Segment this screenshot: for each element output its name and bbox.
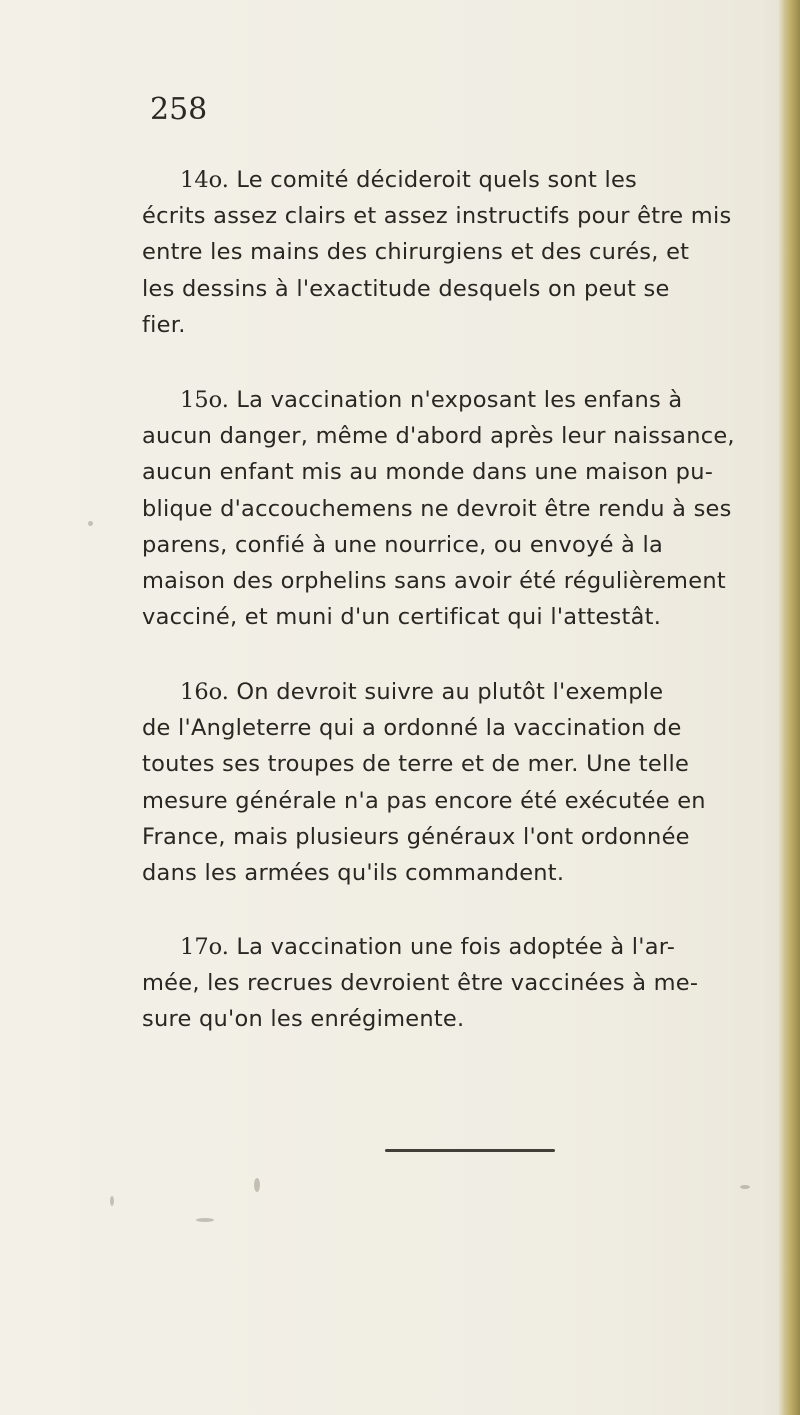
text-line: On devroit suivre au plutôt l'exemple	[236, 679, 664, 705]
text-line: sure qu'on les enrégimente.	[142, 1006, 465, 1033]
paragraph-16	[142, 674, 736, 891]
text-line: mée, les recrues devroient être vaccinées à me-	[142, 970, 699, 997]
text-line: de l'Angleterre qui a ordonné la vaccination de	[142, 715, 682, 742]
text-line: aucun danger, même d'abord après leur naissance,	[142, 423, 735, 450]
text-line: Le comité décideroit quels sont les	[236, 167, 638, 193]
text-line: entre les mains des chirurgiens et des curés, et	[142, 239, 690, 266]
paragraph-number: 17o.	[180, 934, 229, 960]
paragraph-first-line	[142, 382, 736, 418]
text-line: écrits assez clairs et assez instructifs pour être mis	[142, 203, 732, 230]
text-line: La vaccination une fois adoptée à l'ar-	[236, 934, 676, 960]
ink-speck	[740, 1185, 750, 1189]
paragraph-15	[142, 382, 736, 635]
text-line: parens, confié à une nourrice, ou envoyé à la	[142, 531, 664, 558]
paragraph-number: 15o.	[180, 387, 229, 413]
paragraph-17	[142, 929, 736, 1038]
text-line: France, mais plusieurs généraux l'ont ordonnée	[142, 823, 690, 850]
text-line: dans les armées qu'ils commandent.	[142, 860, 565, 887]
paragraph-first-line	[142, 929, 736, 965]
ink-speck	[254, 1178, 260, 1192]
text-line: La vaccination n'exposant les enfans à	[236, 387, 683, 413]
paragraph-first-line	[142, 162, 736, 198]
paragraph-number: 16o.	[180, 679, 229, 705]
paragraph-number: 14o.	[180, 167, 229, 193]
paragraph-14	[142, 162, 736, 343]
text-line: fier.	[142, 311, 186, 338]
ink-speck	[110, 1196, 114, 1206]
paragraph-first-line	[142, 674, 736, 710]
page-number: 258	[150, 92, 208, 127]
page-edge-stain	[778, 0, 800, 1415]
text-line: aucun enfant mis au monde dans une maison pu-	[142, 459, 714, 486]
ink-speck	[88, 521, 93, 526]
text-line: mesure générale n'a pas encore été exécutée en	[142, 787, 706, 814]
ink-speck	[196, 1218, 214, 1222]
text-line: toutes ses troupes de terre et de mer. Une telle	[142, 751, 690, 778]
text-line: maison des orphelins sans avoir été régulièrement	[142, 568, 726, 595]
text-line: vacciné, et muni d'un certificat qui l'attestât.	[142, 604, 662, 631]
text-line: blique d'accouchemens ne devroit être rendu à ses	[142, 495, 732, 522]
end-rule	[385, 1149, 555, 1152]
text-line: les dessins à l'exactitude desquels on peut se	[142, 275, 670, 302]
